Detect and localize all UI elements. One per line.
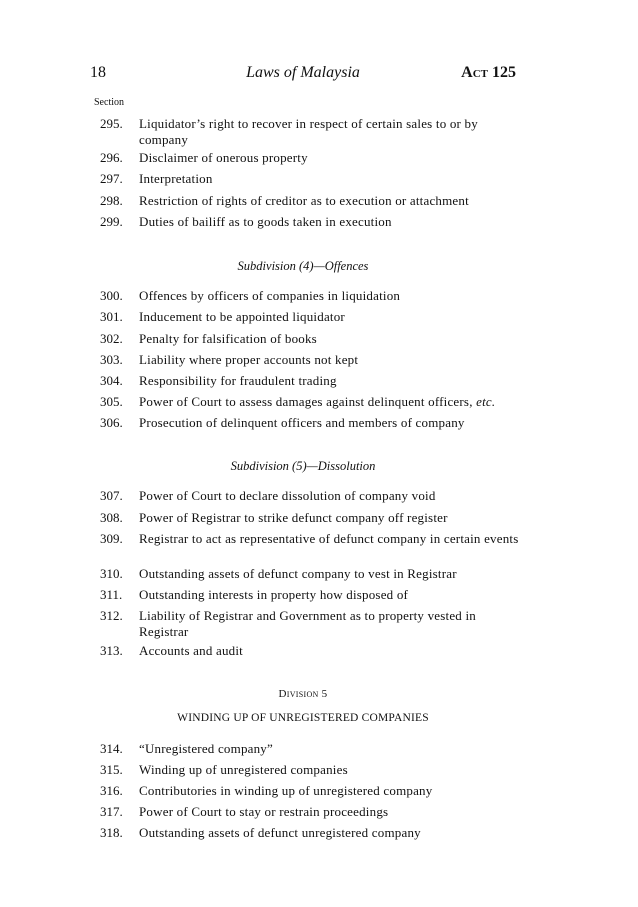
section-title <box>139 394 520 410</box>
section-title: Power of Registrar to strike defunct company off register <box>139 510 448 525</box>
section-entry <box>100 193 520 209</box>
section-number: 298. <box>100 193 123 208</box>
section-title: Offences by officers of companies in liquidation <box>139 288 401 303</box>
section-number: 317. <box>100 804 123 819</box>
section-number: 308. <box>100 510 123 525</box>
section-entry <box>100 587 520 603</box>
section-entry <box>100 309 520 325</box>
section-number: 305. <box>100 394 123 409</box>
section-title: Liability where proper accounts not kept <box>139 352 359 367</box>
section-entry <box>100 531 520 547</box>
running-title: Laws of Malaysia <box>246 64 360 81</box>
section-entry <box>100 352 520 368</box>
section-number: 296. <box>100 150 123 165</box>
section-title: Duties of bailiff as to goods taken in execution <box>139 214 392 229</box>
section-title: Contributories in winding up of unregistered company <box>139 783 433 798</box>
section-title: Interpretation <box>139 171 213 186</box>
section-title-suffix: etc. <box>476 394 496 409</box>
section-column-label: Section <box>94 97 124 108</box>
section-title: Power of Court to stay or restrain proceedings <box>139 804 389 819</box>
section-entry <box>100 415 520 431</box>
section-entry <box>100 643 520 659</box>
section-number: 313. <box>100 643 123 658</box>
section-entry <box>100 214 520 230</box>
section-entry <box>100 825 520 841</box>
section-entry <box>100 394 520 410</box>
section-entry <box>100 488 520 504</box>
page-number: 18 <box>90 64 106 81</box>
page-header <box>90 64 516 86</box>
section-title: Responsibility for fraudulent trading <box>139 373 337 388</box>
section-number: 300. <box>100 288 123 303</box>
section-number: 311. <box>100 587 123 602</box>
section-title: Prosecution of delinquent officers and members of company <box>139 415 465 430</box>
section-title: Liability of Registrar and Government as to property vested in Registrar <box>139 608 476 639</box>
section-number: 312. <box>100 608 123 623</box>
section-number: 303. <box>100 352 123 367</box>
section-entry <box>100 510 520 526</box>
section-entry <box>100 150 520 166</box>
section-entry <box>100 331 520 347</box>
section-number: 299. <box>100 214 123 229</box>
section-title: Outstanding assets of defunct company to vest in Registrar <box>139 566 457 581</box>
section-entry <box>100 566 520 582</box>
section-number: 315. <box>100 762 123 777</box>
section-entry <box>100 171 520 187</box>
subdivision-heading: Subdivision (4)—Offences <box>237 259 369 273</box>
section-number: 295. <box>100 116 123 131</box>
section-entry <box>100 373 520 389</box>
section-entry <box>100 741 520 757</box>
section-entry <box>100 762 520 778</box>
section-number: 316. <box>100 783 123 798</box>
section-number: 314. <box>100 741 123 756</box>
section-entry <box>100 116 520 148</box>
section-title: Liquidator’s right to recover in respect of certain sales to or by company <box>139 116 478 147</box>
section-number: 318. <box>100 825 123 840</box>
section-number: 302. <box>100 331 123 346</box>
section-number: 307. <box>100 488 123 503</box>
section-title: Penalty for falsification of books <box>139 331 317 346</box>
section-entry <box>100 608 520 640</box>
section-entry <box>100 783 520 799</box>
act-number: Act 125 <box>461 64 516 81</box>
division-title: WINDING UP OF UNREGISTERED COMPANIES <box>177 712 429 724</box>
section-entry <box>100 804 520 820</box>
section-title-main: Power of Court to assess damages against delinquent officers, <box>139 394 473 409</box>
section-number: 304. <box>100 373 123 388</box>
section-title: Accounts and audit <box>139 643 243 658</box>
section-title: Outstanding assets of defunct unregistered company <box>139 825 421 840</box>
section-title: Restriction of rights of creditor as to execution or attachment <box>139 193 469 208</box>
section-title: Disclaimer of onerous property <box>139 150 308 165</box>
section-entry <box>100 288 520 304</box>
subdivision-heading: Subdivision (5)—Dissolution <box>230 459 376 473</box>
section-title: Registrar to act as representative of defunct company in certain events <box>139 531 519 546</box>
section-title: Outstanding interests in property how disposed of <box>139 587 409 602</box>
section-number: 301. <box>100 309 123 324</box>
section-number: 309. <box>100 531 123 546</box>
section-title: Winding up of unregistered companies <box>139 762 348 777</box>
section-title: Inducement to be appointed liquidator <box>139 309 345 324</box>
section-title: “Unregistered company” <box>139 741 273 756</box>
section-number: 310. <box>100 566 123 581</box>
section-number: 306. <box>100 415 123 430</box>
section-number: 297. <box>100 171 123 186</box>
division-heading: Division 5 <box>278 688 328 700</box>
section-title: Power of Court to declare dissolution of company void <box>139 488 436 503</box>
